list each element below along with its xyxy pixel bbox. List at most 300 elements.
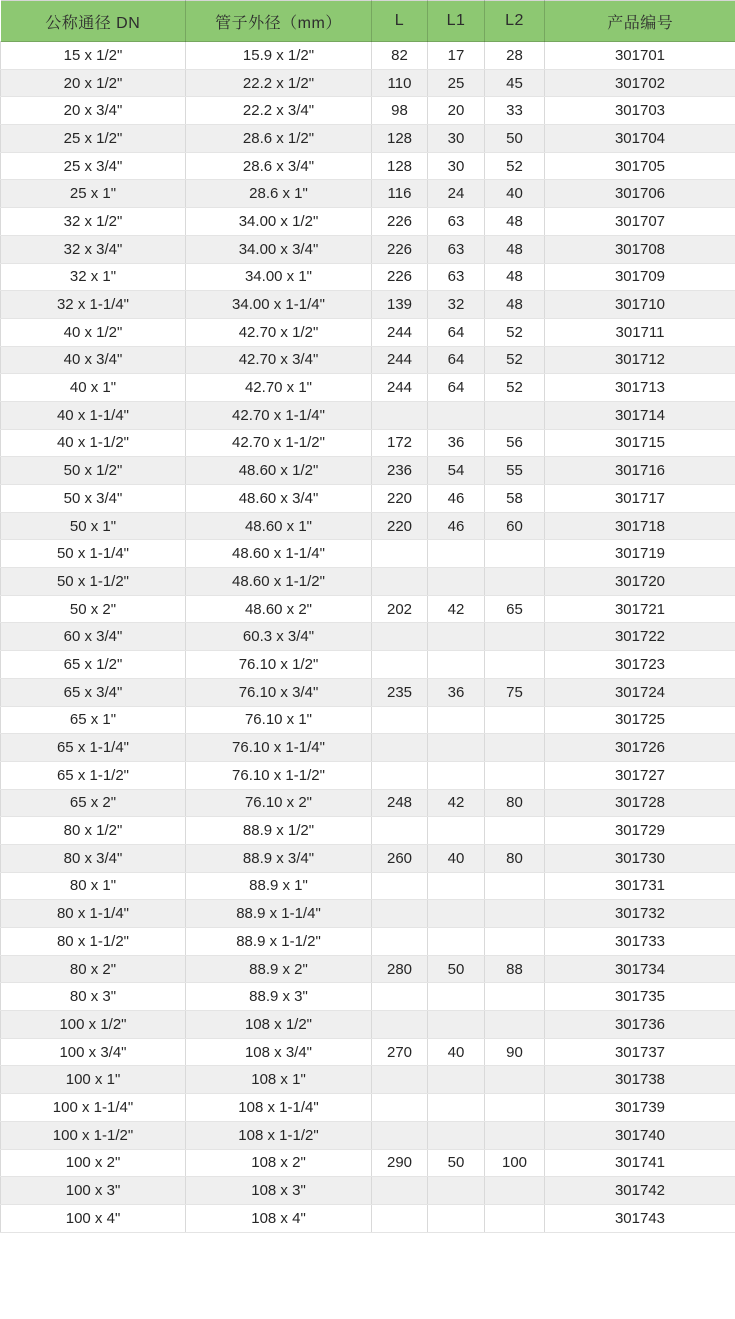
cell-dn: 100 x 4" [1,1204,186,1232]
cell-od: 48.60 x 2" [186,595,372,623]
cell-dn: 100 x 1-1/2" [1,1121,186,1149]
cell-code: 301738 [545,1066,735,1094]
cell-od: 108 x 1" [186,1066,372,1094]
cell-l1 [428,623,485,651]
cell-l1: 40 [428,1038,485,1066]
cell-code: 301710 [545,291,735,319]
header-nominal-diameter-dn: 公称通径 DN [1,1,186,42]
cell-l1: 46 [428,512,485,540]
cell-l1: 64 [428,346,485,374]
cell-l2: 55 [485,457,545,485]
cell-l: 244 [372,346,428,374]
cell-dn: 50 x 1-1/4" [1,540,186,568]
cell-od: 88.9 x 1-1/2" [186,928,372,956]
cell-l2: 52 [485,318,545,346]
cell-l: 280 [372,955,428,983]
cell-code: 301726 [545,734,735,762]
cell-dn: 40 x 1-1/4" [1,401,186,429]
cell-l [372,1011,428,1039]
cell-od: 48.60 x 1-1/2" [186,568,372,596]
cell-l2: 90 [485,1038,545,1066]
cell-l: 244 [372,374,428,402]
cell-dn: 40 x 3/4" [1,346,186,374]
cell-l2 [485,401,545,429]
cell-l2: 50 [485,125,545,153]
cell-od: 76.10 x 1/2" [186,651,372,679]
cell-code: 301703 [545,97,735,125]
table-row [1,844,735,872]
cell-l2: 80 [485,789,545,817]
cell-code: 301713 [545,374,735,402]
table-row [1,1177,735,1205]
cell-l1 [428,1094,485,1122]
cell-l1 [428,401,485,429]
cell-od: 42.70 x 1-1/2" [186,429,372,457]
table-row [1,928,735,956]
table-row [1,152,735,180]
cell-od: 88.9 x 1-1/4" [186,900,372,928]
cell-od: 76.10 x 3/4" [186,678,372,706]
cell-l2 [485,1011,545,1039]
cell-od: 34.00 x 1/2" [186,208,372,236]
cell-l2 [485,900,545,928]
table-row [1,761,735,789]
cell-l: 226 [372,263,428,291]
header-pipe-outer-diameter: 管子外径（mm） [186,1,372,42]
cell-dn: 50 x 1/2" [1,457,186,485]
table-row [1,401,735,429]
cell-l [372,928,428,956]
cell-dn: 25 x 1/2" [1,125,186,153]
cell-code: 301715 [545,429,735,457]
cell-od: 28.6 x 3/4" [186,152,372,180]
table-row [1,512,735,540]
cell-code: 301722 [545,623,735,651]
table-row [1,734,735,762]
table-row [1,429,735,457]
cell-od: 42.70 x 1-1/4" [186,401,372,429]
cell-l2: 56 [485,429,545,457]
cell-l: 128 [372,125,428,153]
cell-l: 110 [372,69,428,97]
cell-od: 76.10 x 1" [186,706,372,734]
cell-code: 301717 [545,485,735,513]
cell-l1 [428,761,485,789]
cell-l2 [485,623,545,651]
cell-l2 [485,983,545,1011]
cell-l: 260 [372,844,428,872]
cell-code: 301741 [545,1149,735,1177]
table-row [1,42,735,70]
cell-l1: 46 [428,485,485,513]
table-row [1,1011,735,1039]
cell-l1: 30 [428,125,485,153]
table-row [1,540,735,568]
cell-dn: 80 x 1-1/4" [1,900,186,928]
cell-code: 301740 [545,1121,735,1149]
cell-code: 301701 [545,42,735,70]
cell-l [372,623,428,651]
cell-od: 42.70 x 3/4" [186,346,372,374]
cell-l1 [428,540,485,568]
cell-dn: 100 x 3" [1,1177,186,1205]
cell-od: 108 x 2" [186,1149,372,1177]
header-l2: L2 [485,1,545,42]
cell-l1: 50 [428,1149,485,1177]
cell-l [372,540,428,568]
cell-l2 [485,1066,545,1094]
cell-l1 [428,928,485,956]
cell-l [372,761,428,789]
cell-l [372,900,428,928]
cell-l2: 40 [485,180,545,208]
cell-l [372,1177,428,1205]
cell-od: 42.70 x 1/2" [186,318,372,346]
table-header [1,1,735,42]
header-l: L [372,1,428,42]
cell-dn: 65 x 1-1/2" [1,761,186,789]
cell-l2 [485,706,545,734]
cell-l1 [428,568,485,596]
cell-dn: 80 x 1" [1,872,186,900]
cell-dn: 32 x 1/2" [1,208,186,236]
cell-l2: 48 [485,235,545,263]
cell-l1 [428,1066,485,1094]
table-row [1,983,735,1011]
cell-code: 301735 [545,983,735,1011]
cell-od: 108 x 3" [186,1177,372,1205]
cell-l1: 63 [428,263,485,291]
cell-code: 301720 [545,568,735,596]
cell-code: 301724 [545,678,735,706]
cell-dn: 100 x 1-1/4" [1,1094,186,1122]
cell-l1: 42 [428,789,485,817]
cell-l1: 30 [428,152,485,180]
cell-dn: 40 x 1/2" [1,318,186,346]
cell-dn: 50 x 1-1/2" [1,568,186,596]
cell-l2: 52 [485,346,545,374]
cell-l2: 75 [485,678,545,706]
cell-od: 22.2 x 3/4" [186,97,372,125]
cell-code: 301704 [545,125,735,153]
cell-l1: 36 [428,429,485,457]
header-row [1,1,735,42]
cell-l2: 45 [485,69,545,97]
cell-l1: 64 [428,318,485,346]
cell-l: 290 [372,1149,428,1177]
cell-l1: 25 [428,69,485,97]
table-row [1,263,735,291]
cell-od: 76.10 x 2" [186,789,372,817]
table-row [1,457,735,485]
cell-l: 220 [372,485,428,513]
cell-l1 [428,651,485,679]
table-row [1,235,735,263]
cell-l [372,568,428,596]
cell-l1: 20 [428,97,485,125]
cell-dn: 60 x 3/4" [1,623,186,651]
cell-dn: 20 x 3/4" [1,97,186,125]
cell-od: 34.00 x 1" [186,263,372,291]
cell-dn: 65 x 1" [1,706,186,734]
cell-code: 301723 [545,651,735,679]
cell-l1 [428,1011,485,1039]
cell-l: 235 [372,678,428,706]
cell-l1: 40 [428,844,485,872]
table-row [1,623,735,651]
cell-l [372,651,428,679]
cell-dn: 25 x 3/4" [1,152,186,180]
cell-od: 88.9 x 3/4" [186,844,372,872]
cell-code: 301739 [545,1094,735,1122]
cell-code: 301707 [545,208,735,236]
cell-l1 [428,983,485,1011]
cell-code: 301711 [545,318,735,346]
cell-code: 301714 [545,401,735,429]
cell-l [372,872,428,900]
cell-code: 301734 [545,955,735,983]
cell-dn: 40 x 1-1/2" [1,429,186,457]
cell-l2: 52 [485,374,545,402]
cell-dn: 80 x 1/2" [1,817,186,845]
cell-code: 301721 [545,595,735,623]
table-row [1,678,735,706]
cell-code: 301702 [545,69,735,97]
header-l1: L1 [428,1,485,42]
cell-l: 244 [372,318,428,346]
cell-l: 226 [372,235,428,263]
cell-l2 [485,817,545,845]
cell-l2 [485,1177,545,1205]
cell-code: 301731 [545,872,735,900]
cell-dn: 50 x 1" [1,512,186,540]
cell-od: 88.9 x 1" [186,872,372,900]
cell-od: 76.10 x 1-1/4" [186,734,372,762]
cell-dn: 32 x 1" [1,263,186,291]
cell-l1: 63 [428,208,485,236]
cell-l1: 17 [428,42,485,70]
cell-code: 301733 [545,928,735,956]
cell-dn: 80 x 3/4" [1,844,186,872]
cell-l: 82 [372,42,428,70]
cell-l1 [428,734,485,762]
table-row [1,568,735,596]
cell-l1: 54 [428,457,485,485]
cell-dn: 32 x 1-1/4" [1,291,186,319]
cell-od: 48.60 x 3/4" [186,485,372,513]
cell-l1: 32 [428,291,485,319]
cell-dn: 65 x 1-1/4" [1,734,186,762]
cell-od: 34.00 x 3/4" [186,235,372,263]
cell-code: 301719 [545,540,735,568]
cell-od: 48.60 x 1-1/4" [186,540,372,568]
table-row [1,97,735,125]
cell-l1: 63 [428,235,485,263]
table-row [1,651,735,679]
table-row [1,374,735,402]
cell-l1 [428,1177,485,1205]
table-row [1,1066,735,1094]
cell-dn: 80 x 2" [1,955,186,983]
cell-dn: 80 x 3" [1,983,186,1011]
cell-dn: 50 x 2" [1,595,186,623]
cell-l: 220 [372,512,428,540]
table-row [1,872,735,900]
cell-l2: 52 [485,152,545,180]
cell-code: 301725 [545,706,735,734]
table-row [1,1204,735,1232]
cell-l2 [485,568,545,596]
cell-od: 60.3 x 3/4" [186,623,372,651]
cell-code: 301709 [545,263,735,291]
cell-od: 88.9 x 1/2" [186,817,372,845]
cell-dn: 100 x 1/2" [1,1011,186,1039]
cell-dn: 40 x 1" [1,374,186,402]
table-row [1,485,735,513]
cell-l2: 58 [485,485,545,513]
cell-l: 270 [372,1038,428,1066]
cell-od: 34.00 x 1-1/4" [186,291,372,319]
cell-l2 [485,734,545,762]
cell-od: 108 x 1-1/2" [186,1121,372,1149]
cell-od: 108 x 4" [186,1204,372,1232]
table-row [1,180,735,208]
cell-l2 [485,1204,545,1232]
table-body [1,42,735,1233]
cell-l2: 33 [485,97,545,125]
cell-l2: 65 [485,595,545,623]
cell-l [372,1094,428,1122]
cell-l2: 48 [485,263,545,291]
cell-l: 202 [372,595,428,623]
cell-l: 226 [372,208,428,236]
cell-od: 48.60 x 1" [186,512,372,540]
cell-code: 301732 [545,900,735,928]
table-row [1,817,735,845]
cell-l1 [428,706,485,734]
table-row [1,125,735,153]
cell-code: 301718 [545,512,735,540]
cell-dn: 20 x 1/2" [1,69,186,97]
header-product-code: 产品编号 [545,1,735,42]
cell-l2 [485,761,545,789]
cell-l [372,706,428,734]
cell-od: 108 x 1/2" [186,1011,372,1039]
cell-od: 76.10 x 1-1/2" [186,761,372,789]
cell-dn: 25 x 1" [1,180,186,208]
cell-l2: 28 [485,42,545,70]
cell-l: 116 [372,180,428,208]
cell-od: 28.6 x 1/2" [186,125,372,153]
cell-l2 [485,872,545,900]
table-row [1,955,735,983]
cell-l1: 64 [428,374,485,402]
cell-l2: 100 [485,1149,545,1177]
table-row [1,291,735,319]
cell-l2 [485,651,545,679]
cell-l2: 48 [485,208,545,236]
table-row [1,706,735,734]
cell-l1: 50 [428,955,485,983]
table-row [1,1038,735,1066]
cell-code: 301705 [545,152,735,180]
cell-l2 [485,928,545,956]
cell-l1: 42 [428,595,485,623]
cell-l2: 80 [485,844,545,872]
cell-dn: 15 x 1/2" [1,42,186,70]
cell-code: 301736 [545,1011,735,1039]
cell-l: 248 [372,789,428,817]
cell-l [372,983,428,1011]
table-row [1,318,735,346]
cell-od: 108 x 1-1/4" [186,1094,372,1122]
cell-l: 98 [372,97,428,125]
cell-l1 [428,1121,485,1149]
cell-l: 139 [372,291,428,319]
cell-dn: 100 x 2" [1,1149,186,1177]
cell-l: 172 [372,429,428,457]
cell-l2: 48 [485,291,545,319]
cell-code: 301706 [545,180,735,208]
cell-code: 301712 [545,346,735,374]
cell-od: 88.9 x 3" [186,983,372,1011]
cell-l [372,1121,428,1149]
cell-dn: 32 x 3/4" [1,235,186,263]
cell-code: 301716 [545,457,735,485]
cell-dn: 100 x 3/4" [1,1038,186,1066]
cell-l [372,1204,428,1232]
cell-l2: 60 [485,512,545,540]
cell-l [372,401,428,429]
cell-dn: 50 x 3/4" [1,485,186,513]
cell-code: 301737 [545,1038,735,1066]
cell-l1 [428,817,485,845]
cell-od: 48.60 x 1/2" [186,457,372,485]
cell-od: 88.9 x 2" [186,955,372,983]
cell-l1 [428,900,485,928]
cell-l2: 88 [485,955,545,983]
table-row [1,900,735,928]
cell-code: 301742 [545,1177,735,1205]
table-row [1,789,735,817]
cell-l1 [428,872,485,900]
cell-code: 301729 [545,817,735,845]
table-row [1,1094,735,1122]
cell-l [372,734,428,762]
cell-dn: 65 x 1/2" [1,651,186,679]
cell-l1: 24 [428,180,485,208]
table-row [1,346,735,374]
cell-od: 42.70 x 1" [186,374,372,402]
cell-code: 301743 [545,1204,735,1232]
cell-dn: 65 x 3/4" [1,678,186,706]
cell-code: 301708 [545,235,735,263]
cell-l [372,1066,428,1094]
cell-dn: 80 x 1-1/2" [1,928,186,956]
table-row [1,69,735,97]
table-row [1,595,735,623]
cell-dn: 65 x 2" [1,789,186,817]
cell-l1 [428,1204,485,1232]
cell-l: 236 [372,457,428,485]
cell-l1: 36 [428,678,485,706]
cell-od: 22.2 x 1/2" [186,69,372,97]
cell-dn: 100 x 1" [1,1066,186,1094]
cell-l: 128 [372,152,428,180]
cell-code: 301727 [545,761,735,789]
cell-od: 108 x 3/4" [186,1038,372,1066]
cell-l2 [485,1094,545,1122]
